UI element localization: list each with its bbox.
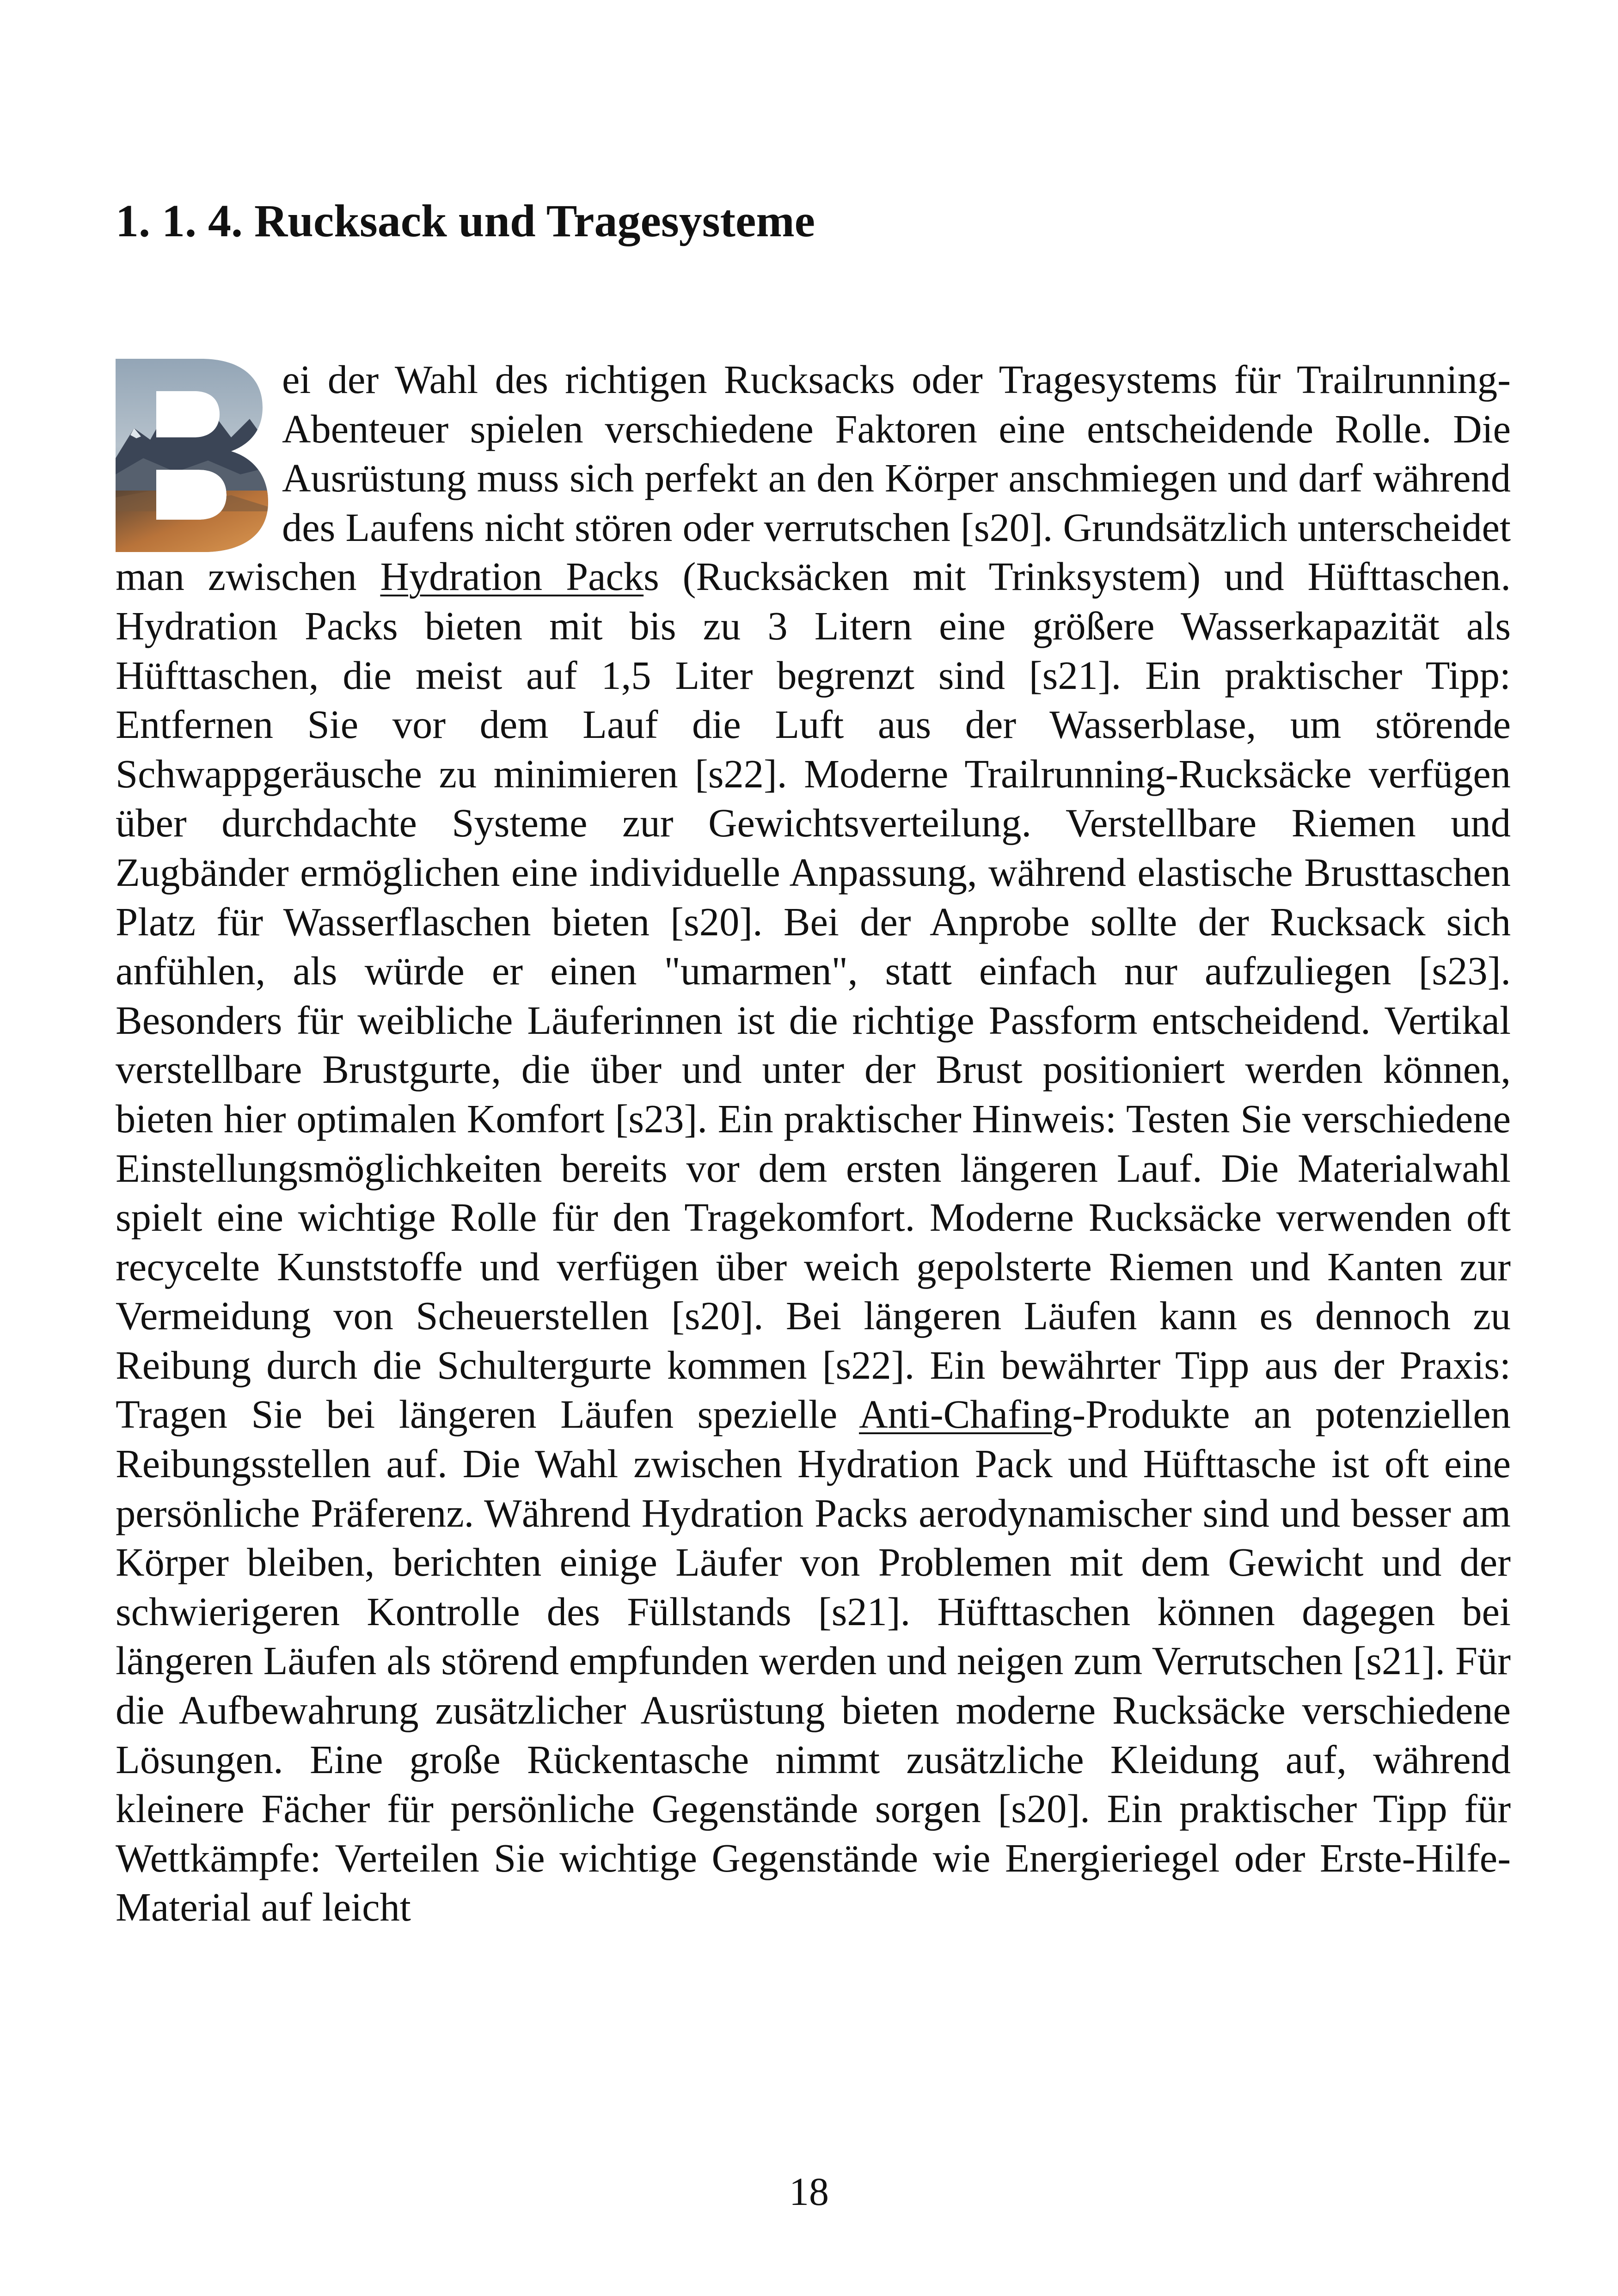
paragraph-text-1: ei der Wahl des richtigen Rucksacks oder Tragesystems für Trailrunning-Abenteuer spielen verschiedene Faktoren eine entscheidende Rolle. Die Ausrüstung muss sich perfekt an den Körper anschmiegen und darf während des Laufens nicht stören oder verrutschen [s20]. Grundsätzlich unterscheidet man zwischen bbox=[116, 357, 1511, 599]
paragraph-text-2: s (Rucksäcken mit Trinksystem) und Hüfttaschen. Hydration Packs bieten mit bis zu 3 Litern eine größere Wasserkapazität als Hüfttaschen, die meist auf 1,5 Liter begrenzt sind [s21]. Ein praktischer Tipp: Entfernen Sie vor dem Lauf die Luft aus der Wasserblase, um störende Schwappgeräusche zu minimieren [s22]. Moderne Trailrunning-Rucksäcke verfügen über durchdachte Systeme zur Gewichtsverteilung. Verstellbare Riemen und Zugbänder ermöglichen eine individuelle Anpassung, während elastische Brusttaschen Platz für Wasserflaschen bieten [s20]. Bei der Anprobe sollte der Rucksack sich anfühlen, als würde er einen "umarmen", statt einfach nur aufzuliegen [s23]. Besonders für weibliche Läuferinnen ist die richtige Passform entscheidend. Vertikal verstellbare Brustgurte, die über und unter der Brust positioniert werden können, bieten hier optimalen Komfort [s23]. Ein praktischer Hinweis: Testen Sie verschiedene Einstellungsmöglichkeiten bereits vor dem ersten längeren Lauf. Die Materialwahl spielt eine wichtige Rolle für den Tragekomfort. Moderne Rucksäcke verwenden oft recycelte Kunststoffe und verfügen über weich gepolsterte Riemen und Kanten zur Vermeidung von Scheuerstellen [s20]. Bei längeren Läufen kann es dennoch zu Reibung durch die Schultergurte kommen [s22]. Ein bewährter Tipp aus der Praxis: Tragen Sie bei längeren Läufen spezielle bbox=[116, 554, 1511, 1437]
page-number: 18 bbox=[789, 2169, 829, 2214]
paragraph-text-3: -Produkte an potenziellen Reibungsstellen auf. Die Wahl zwischen Hydration Pack und Hüfttasche ist oft eine persönliche Präferenz. Während Hydration Packs aerodynamischer sind und besser am Körper bleiben, berichten einige Läufer von Problemen mit dem Gewicht und der schwierigeren Kontrolle des Füllstands [s21]. Hüfttaschen können dagegen bei längeren Läufen als störend empfunden werden und neigen zum Verrutschen [s21]. Für die Aufbewahrung zusätzlicher Ausrüstung bieten moderne Rucksäcke verschiedene Lösungen. Eine große Rückentasche nimmt zusätzliche Kleidung auf, während kleinere Fächer für persönliche Gegenstände sorgen [s20]. Ein praktischer Tipp für Wettkämpfe: Verteilen Sie wichtige Gegenstände wie Energieriegel oder Erste-Hilfe-Material auf leicht bbox=[116, 1392, 1511, 1930]
mountain-landscape-letter-b-icon bbox=[116, 359, 268, 552]
body-paragraph bbox=[116, 355, 1511, 1932]
anti-chafing-link[interactable]: Anti-Chafing bbox=[859, 1392, 1073, 1437]
section-heading: 1. 1. 4. Rucksack und Tragesysteme bbox=[116, 195, 815, 246]
hydration-pack-link[interactable]: Hydration Pack bbox=[380, 554, 644, 599]
